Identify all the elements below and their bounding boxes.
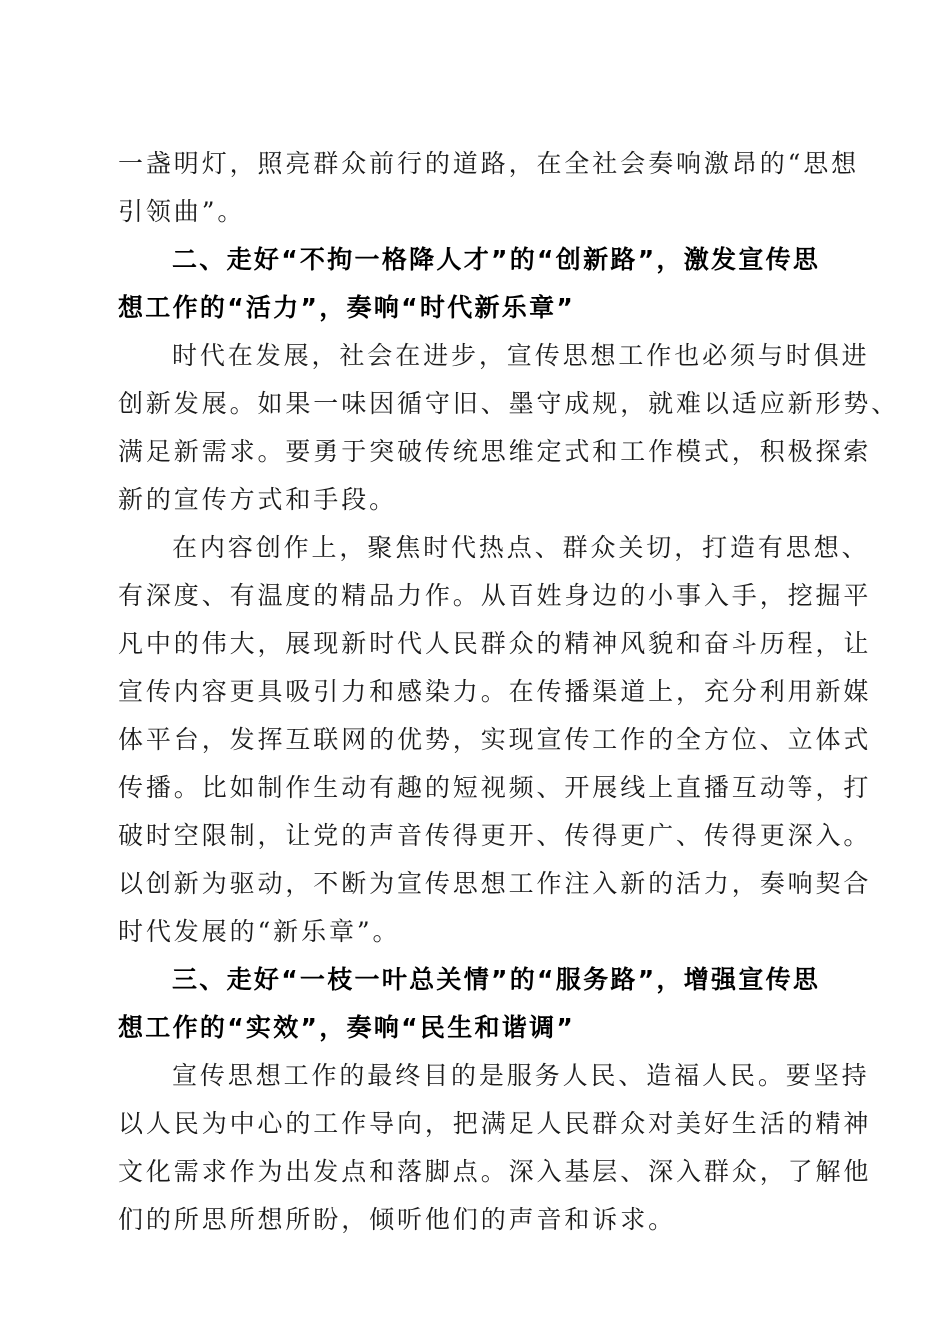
paragraph-line: 时代发展的“新乐章”。 [118, 917, 401, 946]
paragraph-line: 体平台，发挥互联网的优势，实现宣传工作的全方位、立体式 [118, 725, 872, 754]
paragraph-line: 新的宣传方式和手段。 [118, 485, 398, 514]
paragraph-line: 引领曲”。 [118, 197, 246, 226]
paragraph-line: 有深度、有温度的精品力作。从百姓身边的小事入手，挖掘平 [118, 581, 872, 610]
section-heading-line: 想工作的“活力”，奏响“时代新乐章” [118, 293, 576, 322]
paragraph-line: 宣传思想工作的最终目的是服务人民、造福人民。要坚持 [172, 1061, 870, 1090]
paragraph-line: 时代在发展，社会在进步，宣传思想工作也必须与时俱进 [172, 341, 870, 370]
section-heading-line: 二、走好“不拘一格降人才”的“创新路”，激发宣传思 [172, 245, 821, 274]
paragraph-line: 们的所思所想所盼，倾听他们的声音和诉求。 [118, 1205, 677, 1234]
paragraph-line: 以人民为中心的工作导向，把满足人民群众对美好生活的精神 [118, 1109, 872, 1138]
paragraph-line: 一盏明灯，照亮群众前行的道路，在全社会奏响激昂的“思想 [118, 149, 860, 178]
section-heading-line: 三、走好“一枝一叶总关情”的“服务路”，增强宣传思 [172, 965, 821, 994]
paragraph-line: 满足新需求。要勇于突破传统思维定式和工作模式，积极探索 [118, 437, 872, 466]
paragraph-line: 文化需求作为出发点和落脚点。深入基层、深入群众，了解他 [118, 1157, 872, 1186]
paragraph-line: 破时空限制，让党的声音传得更开、传得更广、传得更深入。 [118, 821, 872, 850]
paragraph-line: 传播。比如制作生动有趣的短视频、开展线上直播互动等，打 [118, 773, 872, 802]
paragraph-line: 在内容创作上，聚焦时代热点、群众关切，打造有思想、 [172, 533, 870, 562]
paragraph-line: 创新发展。如果一味因循守旧、墨守成规，就难以适应新形势、 [118, 389, 900, 418]
document-body [118, 140, 900, 1244]
paragraph-line: 以创新为驱动，不断为宣传思想工作注入新的活力，奏响契合 [118, 869, 872, 898]
paragraph-line: 宣传内容更具吸引力和感染力。在传播渠道上，充分利用新媒 [118, 677, 872, 706]
paragraph-line: 凡中的伟大，展现新时代人民群众的精神风貌和奋斗历程，让 [118, 629, 872, 658]
section-heading-line: 想工作的“实效”，奏响“民生和谐调” [118, 1013, 576, 1042]
